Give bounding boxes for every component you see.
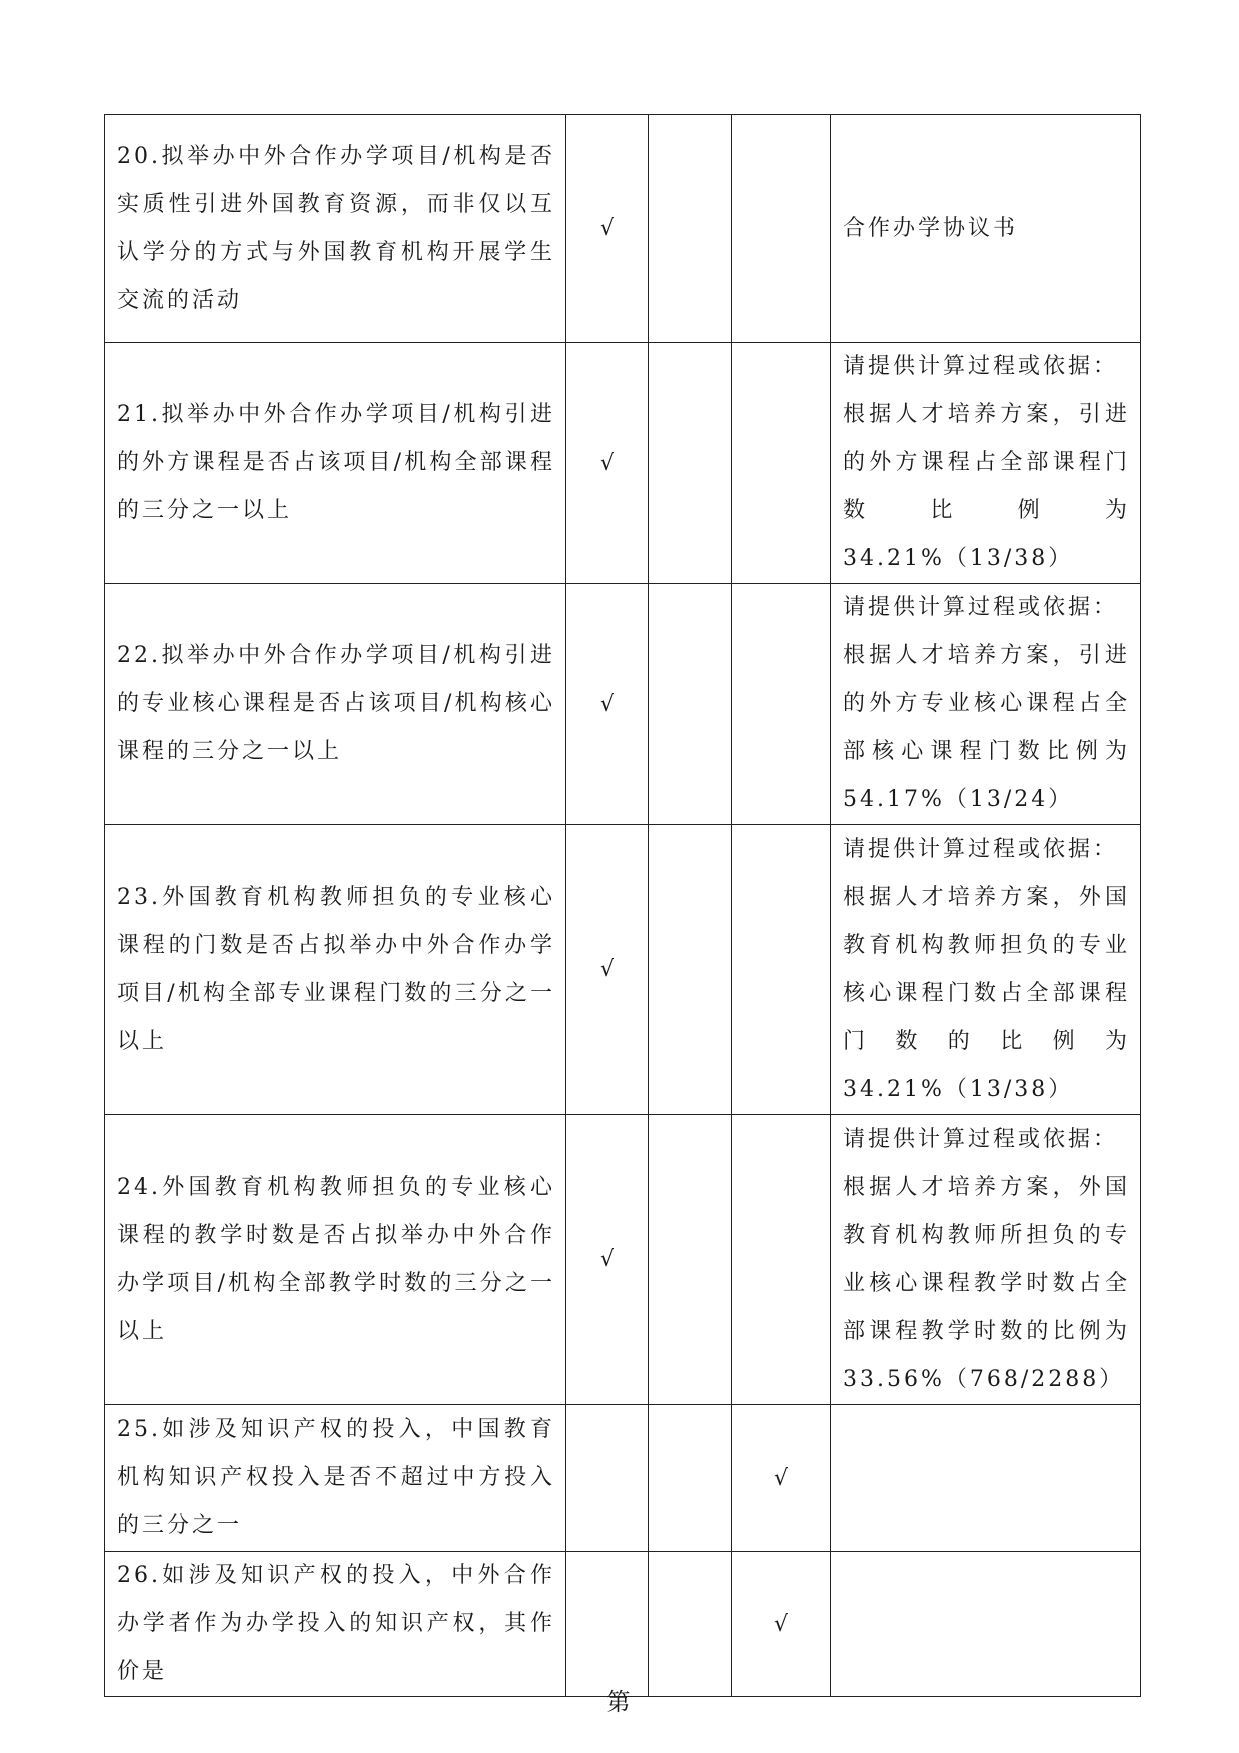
no-cell [649, 825, 732, 1115]
na-cell [732, 1115, 831, 1405]
no-cell [649, 1405, 732, 1552]
page-number-label: 第 [606, 1688, 633, 1716]
check-mark: √ [599, 691, 615, 717]
na-cell [732, 1405, 831, 1552]
table-row-21 [105, 343, 1141, 584]
item-text: 22.拟举办中外合作办学项目/机构引进的专业核心课程是否占该项目/机构核心课程的三分之一以上 [117, 643, 555, 764]
note-line: 请提供计算过程或依据： [843, 354, 1119, 379]
table-row-22 [105, 584, 1141, 825]
note-line: 根据人才培养方案，引进的外方专业核心课程占全部核心课程门数比例为 54.17%（13/24） [843, 643, 1130, 812]
na-cell [732, 1552, 831, 1697]
yes-cell [566, 1405, 649, 1552]
item-cell [105, 584, 566, 825]
note-text [831, 1116, 1140, 1404]
item-cell [105, 825, 566, 1115]
checklist-table [104, 114, 1141, 1697]
note-line: 根据人才培养方案，外国教育机构教师所担负的专业核心课程教学时数占全部课程教学时数的比例为 33.56%（768/2288） [843, 1174, 1130, 1392]
table-row-25 [105, 1405, 1141, 1552]
check-mark: √ [599, 1247, 615, 1272]
item-cell [105, 115, 566, 343]
item-text: 25.如涉及知识产权的投入，中国教育机构知识产权投入是否不超过中方投入的三分之一 [117, 1417, 555, 1538]
table-row-26 [105, 1552, 1141, 1697]
note-line: 请提供计算过程或依据： [843, 1126, 1119, 1152]
note-line: 根据人才培养方案，外国教育机构教师担负的专业核心课程门数占全部课程门数的比例为 34.21%（13/38） [843, 884, 1130, 1102]
yes-cell [566, 343, 649, 584]
yes-cell [566, 115, 649, 343]
note-cell [831, 1115, 1141, 1405]
check-mark: √ [599, 450, 615, 476]
na-cell [732, 825, 831, 1115]
note-text [831, 205, 1140, 253]
check-mark: √ [773, 1465, 789, 1491]
note-cell [831, 825, 1141, 1115]
note-text [831, 584, 1140, 824]
item-text: 24.外国教育机构教师担负的专业核心课程的教学时数是否占拟举办中外合作办学项目/机构全部教学时数的三分之一以上 [117, 1174, 555, 1344]
item-cell [105, 1405, 566, 1552]
no-cell [649, 343, 732, 584]
yes-cell [566, 1552, 649, 1697]
note-cell [831, 343, 1141, 584]
na-cell [732, 584, 831, 825]
na-cell [732, 115, 831, 343]
item-cell [105, 1115, 566, 1405]
no-cell [649, 1552, 732, 1697]
na-cell [732, 343, 831, 584]
note-cell [831, 584, 1141, 825]
no-cell [649, 115, 732, 343]
item-text: 21.拟举办中外合作办学项目/机构引进的外方课程是否占该项目/机构全部课程的三分之一以上 [117, 402, 555, 523]
note-cell [831, 1405, 1141, 1552]
yes-cell [566, 1115, 649, 1405]
yes-cell [566, 825, 649, 1115]
check-mark: √ [599, 216, 615, 241]
item-text: 26.如涉及知识产权的投入，中外合作办学者作为办学投入的知识产权，其作价是 [117, 1563, 555, 1684]
no-cell [649, 1115, 732, 1405]
table-row-23 [105, 825, 1141, 1115]
item-text: 23.外国教育机构教师担负的专业核心课程的门数是否占拟举办中外合作办学项目/机构全部专业课程门数的三分之一以上 [117, 884, 555, 1054]
table-row-24 [105, 1115, 1141, 1405]
note-line: 请提供计算过程或依据： [843, 595, 1119, 620]
note-cell [831, 115, 1141, 343]
no-cell [649, 584, 732, 825]
yes-cell [566, 584, 649, 825]
note-cell [831, 1552, 1141, 1697]
note-text [831, 826, 1140, 1114]
item-text: 20.拟举办中外合作办学项目/机构是否实质性引进外国教育资源，而非仅以互认学分的方式与外国教育机构开展学生交流的活动 [117, 143, 555, 313]
item-cell [105, 1552, 566, 1697]
note-line: 根据人才培养方案，引进的外方课程占全部课程门数比例为 34.21%（13/38） [843, 402, 1130, 571]
note-line: 合作办学协议书 [843, 215, 1019, 241]
note-line: 请提供计算过程或依据： [843, 836, 1119, 862]
check-mark: √ [773, 1611, 789, 1637]
item-cell [105, 343, 566, 584]
table-row-20 [105, 115, 1141, 343]
check-mark: √ [599, 957, 615, 982]
note-text [831, 343, 1140, 583]
